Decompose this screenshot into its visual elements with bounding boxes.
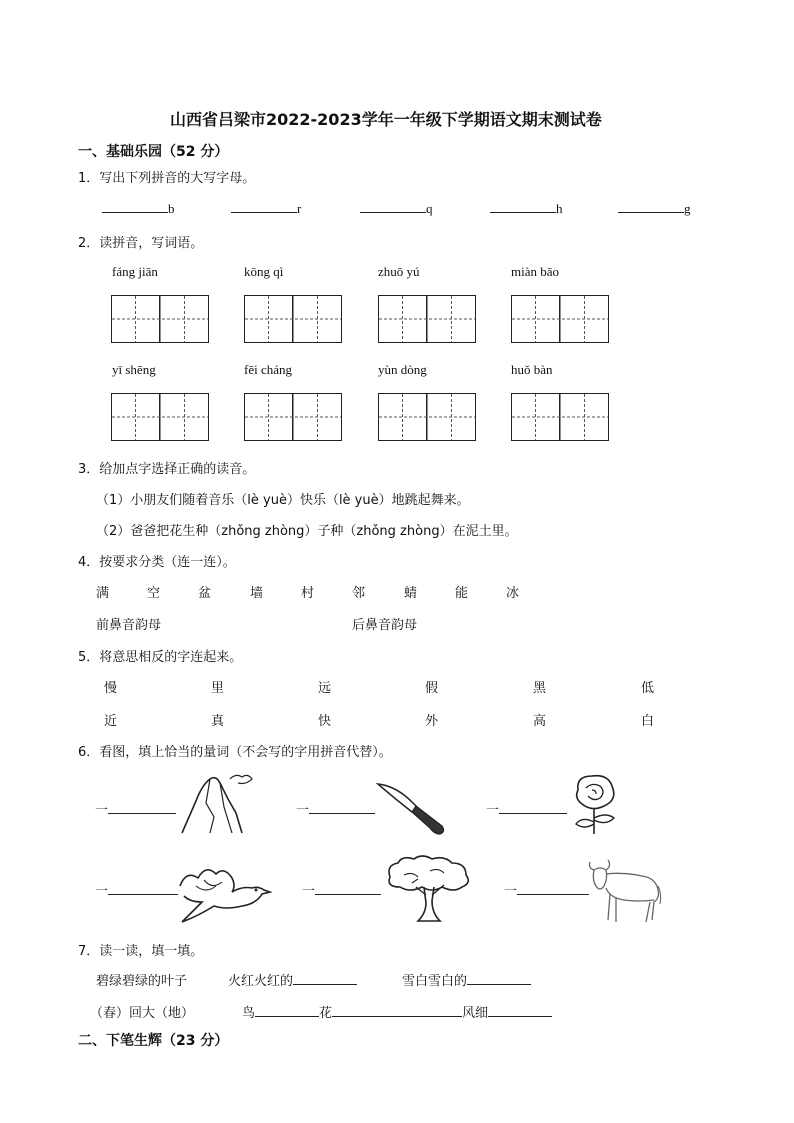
q1-item-3 <box>360 200 433 217</box>
q7-example-1: 碧绿碧绿的叶子 <box>96 974 188 989</box>
q4-char[interactable]: 盆 <box>198 586 212 601</box>
q1-letter: g <box>684 201 691 216</box>
q4-char[interactable]: 空 <box>147 586 161 601</box>
q5-top-char[interactable]: 里 <box>211 681 225 696</box>
q5-bottom-char[interactable]: 快 <box>318 714 332 729</box>
q6-prefix: 一 <box>302 884 316 899</box>
q6-prefix: 一 <box>95 803 109 818</box>
pinyin-label: huǒ bàn <box>511 362 553 377</box>
q4-category-front-nasal[interactable]: 前鼻音韵母 <box>96 618 162 633</box>
mountain-icon <box>180 773 258 835</box>
question-1-prompt: 1．写出下列拼音的大写字母。 <box>78 171 256 186</box>
q1-item-1 <box>102 200 175 217</box>
section-heading-1: 一、基础乐园（52 分） <box>78 144 229 160</box>
knife-icon <box>376 780 450 836</box>
q7-text: 风细 <box>462 1006 489 1021</box>
q4-char[interactable]: 能 <box>455 586 469 601</box>
answer-blank[interactable] <box>293 972 357 985</box>
writing-grid[interactable] <box>511 393 609 441</box>
q7-text: 火红火红的 <box>228 974 294 989</box>
question-4-prompt: 4．按要求分类（连一连）。 <box>78 555 236 570</box>
question-2-prompt: 2．读拼音，写词语。 <box>78 236 204 251</box>
q7-text: 花 <box>319 1006 333 1021</box>
q6-prefix: 一 <box>95 884 109 899</box>
q1-letter: b <box>168 201 175 216</box>
q4-char[interactable]: 满 <box>96 586 110 601</box>
q7-item-huohong <box>228 970 357 989</box>
answer-blank[interactable] <box>255 1004 319 1017</box>
q6-blank-mountain <box>95 799 176 818</box>
question-6-prompt: 6．看图，填上恰当的量词（不会写的字用拼音代替）。 <box>78 745 392 760</box>
q7-item-xuebai <box>402 970 531 989</box>
pinyin-label: fēi cháng <box>244 362 293 377</box>
q5-bottom-char[interactable]: 白 <box>641 714 655 729</box>
page-title: 山西省吕梁市2022-2023学年一年级下学期语文期末测试卷 <box>170 110 602 129</box>
answer-blank[interactable] <box>231 200 297 213</box>
q6-prefix: 一 <box>486 803 500 818</box>
answer-blank[interactable] <box>108 801 176 814</box>
q4-char[interactable]: 冰 <box>506 586 520 601</box>
q1-letter: r <box>297 201 302 216</box>
q1-item-4 <box>490 200 563 217</box>
q6-blank-rose <box>486 799 567 818</box>
question-5-prompt: 5．将意思相反的字连起来。 <box>78 650 243 665</box>
question-7-prompt: 7．读一读，填一填。 <box>78 944 204 959</box>
writing-grid[interactable] <box>111 393 209 441</box>
q5-bottom-char[interactable]: 外 <box>425 714 439 729</box>
answer-blank[interactable] <box>517 882 589 895</box>
q5-top-char[interactable]: 低 <box>641 681 655 696</box>
q1-item-5 <box>618 200 691 217</box>
answer-blank[interactable] <box>490 200 556 213</box>
writing-grid[interactable] <box>244 393 342 441</box>
writing-grid[interactable] <box>378 295 476 343</box>
answer-blank[interactable] <box>108 882 178 895</box>
q5-top-char[interactable]: 慢 <box>104 681 118 696</box>
q6-prefix: 一 <box>296 803 310 818</box>
q3-line-1: （1）小朋友们随着音乐（lè yuè）快乐（lè yuè）地跳起舞来。 <box>96 493 470 508</box>
q4-char[interactable]: 墙 <box>250 586 264 601</box>
q1-letter: h <box>556 201 563 216</box>
answer-blank[interactable] <box>315 882 381 895</box>
answer-blank[interactable] <box>102 200 168 213</box>
q6-prefix: 一 <box>504 884 518 899</box>
q1-item-2 <box>231 200 301 217</box>
answer-blank[interactable] <box>309 801 375 814</box>
answer-blank[interactable] <box>618 200 684 213</box>
answer-blank[interactable] <box>499 801 567 814</box>
pinyin-label: yī shēng <box>112 362 156 377</box>
writing-grid[interactable] <box>378 393 476 441</box>
q4-char[interactable]: 蜻 <box>404 586 418 601</box>
q5-top-char[interactable]: 远 <box>318 681 332 696</box>
pinyin-label: kōng qì <box>244 264 284 279</box>
q7-text: 鸟 <box>242 1006 256 1021</box>
answer-blank[interactable] <box>360 200 426 213</box>
q6-blank-tree <box>302 880 381 899</box>
pinyin-label: fáng jiān <box>112 264 158 279</box>
q7-item-niao <box>242 1002 552 1021</box>
question-3-prompt: 3．给加点字选择正确的读音。 <box>78 462 256 477</box>
writing-grid[interactable] <box>111 295 209 343</box>
q4-char[interactable]: 邻 <box>352 586 366 601</box>
answer-blank[interactable] <box>488 1004 552 1017</box>
q7-text: 雪白雪白的 <box>402 974 468 989</box>
q4-char[interactable]: 村 <box>301 586 315 601</box>
tree-icon <box>382 853 474 925</box>
q5-top-char[interactable]: 假 <box>425 681 439 696</box>
q7-example-2: （春）回大（地） <box>90 1006 195 1021</box>
q5-bottom-char[interactable]: 近 <box>104 714 118 729</box>
answer-blank[interactable] <box>467 972 531 985</box>
bird-icon <box>176 856 272 926</box>
writing-grid[interactable] <box>244 295 342 343</box>
pinyin-label: yùn dòng <box>378 362 427 377</box>
q1-letter: q <box>426 201 433 216</box>
q6-blank-bird <box>95 880 178 899</box>
q6-blank-ox <box>504 880 589 899</box>
answer-blank[interactable] <box>332 1004 462 1017</box>
q3-line-2: （2）爸爸把花生种（zhǒng zhòng）子种（zhǒng zhòng）在泥土里。 <box>96 524 518 539</box>
rose-icon <box>568 772 622 836</box>
q6-blank-knife <box>296 799 375 818</box>
writing-grid[interactable] <box>511 295 609 343</box>
q5-bottom-char[interactable]: 高 <box>533 714 547 729</box>
section-heading-2: 二、下笔生辉（23 分） <box>78 1033 229 1049</box>
pinyin-label: miàn bāo <box>511 264 560 279</box>
q4-category-back-nasal[interactable]: 后鼻音韵母 <box>352 618 418 633</box>
pinyin-label: zhuō yú <box>378 264 420 279</box>
ox-icon <box>584 854 664 926</box>
q5-top-char[interactable]: 黑 <box>533 681 547 696</box>
q5-bottom-char[interactable]: 真 <box>211 714 225 729</box>
